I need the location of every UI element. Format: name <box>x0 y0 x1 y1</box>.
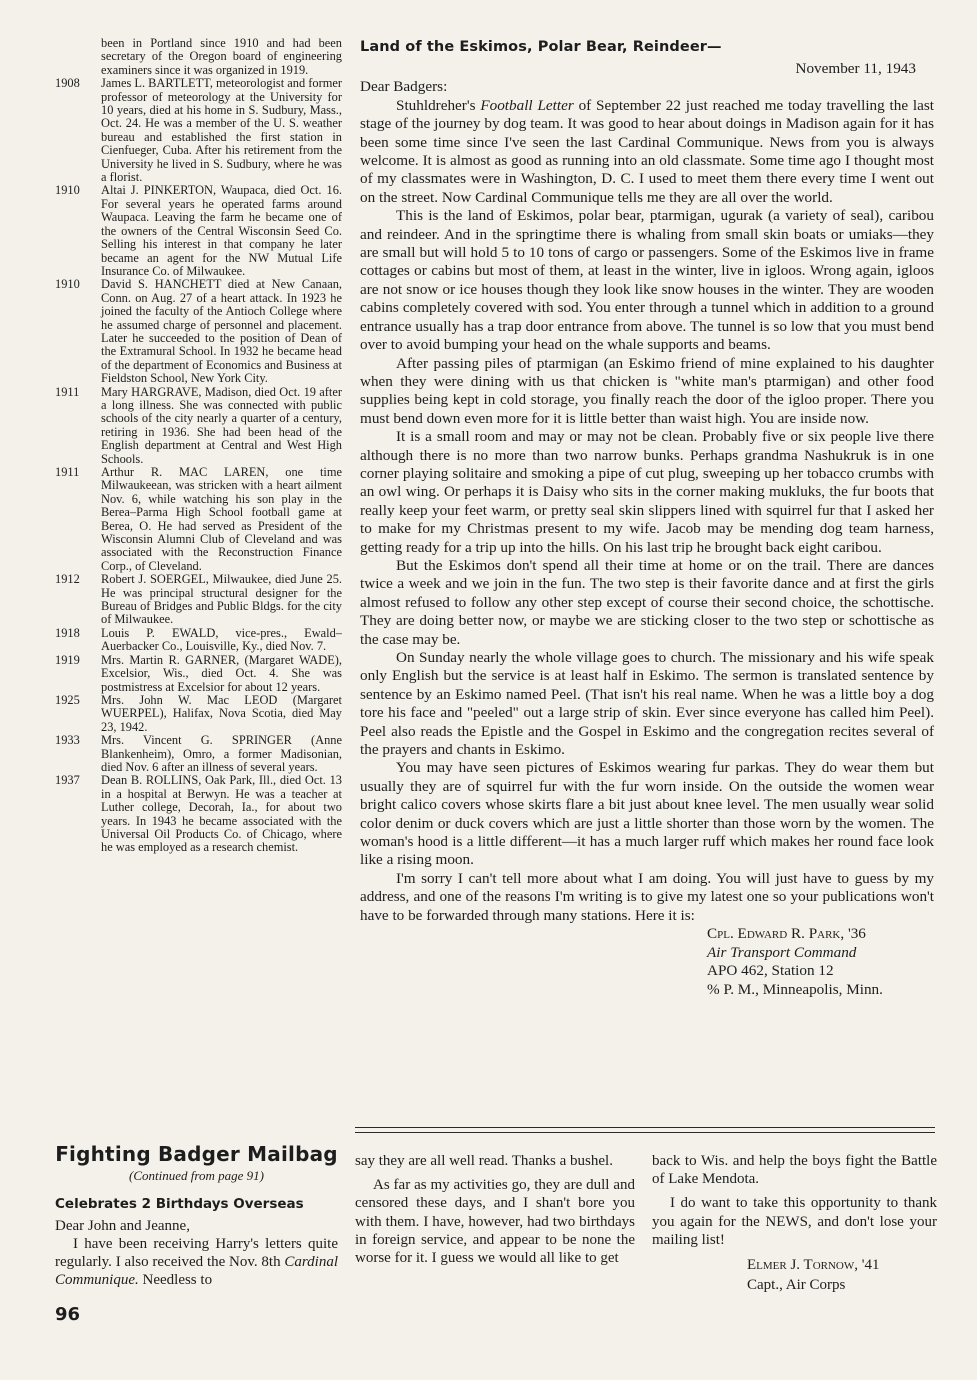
obituary-entry <box>55 694 342 734</box>
obituary-text: Altai J. PINKERTON, Waupaca, died Oct. 16. For several years he operated farms around Waupaca. Leaving the farm he became one of the owners of the Central Wisconsin Seed Co. Selling his interest in that company he later became an agent for the NW Mutual Life Insurance Co. of Milwaukee. <box>101 183 342 278</box>
obituary-year: 1911 <box>55 465 80 479</box>
page-number: 96 <box>55 1304 81 1325</box>
letter-paragraph: But the Eskimos don't spend all their time at home or on the trail. There are dances twice a week and we join in the fun. The two step is their favorite dance and at first the girls almost refused to follow any other step except of course their second choice, the schottische. They are doing better now, or maybe we are sticking closer to the two step or schottische as the case may be. <box>360 556 934 648</box>
obituary-year: 1933 <box>55 733 80 748</box>
publication-title: Cardinal Communique. <box>55 1254 338 1289</box>
section-divider <box>355 1127 935 1133</box>
obituary-column <box>55 37 342 855</box>
obituary-entry <box>55 184 342 278</box>
mailbag-column-3 <box>652 1152 937 1295</box>
signature-name: Cpl. Edward R. Park, '36 <box>707 925 866 943</box>
mailbag-column-2 <box>355 1152 635 1273</box>
mailbag-paragraph: back to Wis. and help the boys fight the Battle of Lake Mendota. <box>652 1153 937 1188</box>
obituary-text: Mrs. Vincent G. SPRINGER (Anne Blankenheim), Omro, a former Madisonian, died Nov. 6 after an illness of several years. <box>101 733 342 774</box>
letter-date: November 11, 1943 <box>795 60 916 77</box>
mailbag-title: Fighting Badger Mailbag <box>55 1142 338 1166</box>
obituary-text: James L. BARTLETT, meteorologist and former professor of meteorology at the University for 10 years, died at his home in S. Sudbury, Mass., Oct. 24. He was a member of the U. S. weather bureau and established the first station in Cienfueger, Cuba. After his retirement from the University he lived in S. Sudbury, where he was a florist. <box>101 76 342 185</box>
letter-title: Land of the Eskimos, Polar Bear, Reindeer— <box>360 39 722 55</box>
mailbag-paragraph: I do want to take this opportunity to thank you again for the NEWS, and don't lose your mailing list! <box>652 1195 937 1248</box>
obituary-year: 1911 <box>55 384 80 399</box>
letter-salutation: Dear Badgers: <box>360 78 448 96</box>
obituary-entry <box>55 77 342 184</box>
mailbag-paragraph: As far as my activities go, they are dull and censored these days, and I shan't bore you with them. I have, however, had two birthdays in foreign service, and appear to be none the worse for it. I guess we would all like to get <box>355 1177 635 1267</box>
mailbag-text: I have been receiving Harry's letters quite regularly. I also received the Nov. 8th <box>55 1235 338 1271</box>
obituary-year: 1919 <box>55 652 80 667</box>
mailbag-column <box>55 1142 338 1295</box>
obituary-entry <box>55 734 342 774</box>
obituary-text: Mary HARGRAVE, Madison, died Oct. 19 after a long illness. She was connected with public schools of the city nearly a quarter of a century, retiring in 1936. She had been head of the English department at Central and West High Schools. <box>101 384 342 466</box>
letter-text: Stuhldreher's <box>396 96 481 114</box>
obituary-year: 1908 <box>55 76 80 91</box>
mailbag-paragraph: say they are all well read. Thanks a bushel. <box>355 1153 613 1169</box>
obituary-text: Robert J. SOERGEL, Milwaukee, died June 25. He was principal structural designer for the Bureau of Bridges and Public Bldgs. for the city of Milwaukee. <box>101 572 342 627</box>
obituary-year: 1910 <box>55 277 80 292</box>
obituary-entry <box>55 466 342 573</box>
obituary-year: 1918 <box>55 625 80 640</box>
obituary-year: 1925 <box>55 692 80 707</box>
signoff-name: Elmer J. Tornow, '41 <box>747 1257 880 1274</box>
obituary-entry <box>55 654 342 694</box>
letter-paragraph: After passing piles of ptarmigan (an Eskimo friend of mine explained to his daughter when they were dining with us that chicken is "white man's ptarmigan) and other food supplies being kept in cold storage, you finally reach the door of the igloo proper. There you must bend down even more for it is little better than waist high. You are inside now. <box>360 354 934 427</box>
obituary-text: Mrs. Martin R. GARNER, (Margaret WADE), Excelsior, Wis., died Oct. 4. She was postmistress at Excelsior for about 12 years. <box>101 652 342 694</box>
signature-unit: Air Transport Command <box>707 943 857 961</box>
mailbag-text: Needless to <box>142 1272 213 1289</box>
publication-title: Football Letter <box>480 96 574 114</box>
mailbag-salutation: Dear John and Jeanne, <box>55 1217 190 1234</box>
signoff-rank: Capt., Air Corps <box>747 1277 846 1294</box>
letter-paragraph: It is a small room and may or may not be clean. Probably five or six people live there although there is no more than two narrow bunks. Perhaps grandma Nashukruk is in one corner playing solitaire and smoking a pipe of cut plug, sweeping up her tobacco crumbs with an owl wing. Or perhaps it is Daisy who sits in the corner making mukluks, the fur boots that really keep your feet warm, or pretty seal skin slippers lined with squirrel fur that I asked her to make for my Christmas present to my wife. Jacob may be mending dog team harness, getting ready for a trip up into the hills. On his last trip he brought back eight caribou. <box>360 428 934 556</box>
obituary-entry <box>55 573 342 627</box>
obituary-text: David S. HANCHETT died at New Canaan, Conn. on Aug. 27 of a heart attack. In 1923 he joined the faculty of the Antioch College where he assumed charge of personnel and placement. Later he succeeded to the position of Dean of the Extramural School. In 1932 he became head of the department of Economics and Business at Fieldston School, New York City. <box>101 277 342 386</box>
continued-note: (Continued from page 91) <box>129 1168 264 1184</box>
obituary-entry <box>55 627 342 654</box>
letter-paragraph: You may have seen pictures of Eskimos wearing fur parkas. They do wear them but usually they are of squirrel fur with the fur worn inside. On the outside the women wear bright calico covers whose skirts flare a bit just about knee level. The men usually wear solid color denim or duck covers which are just a little shorter than those worn by the women. The woman's hood is a little different—it has a much larger ruff which makes her round face look like a rising moon. <box>360 759 934 869</box>
obituary-year: 1937 <box>55 773 80 788</box>
letter-paragraph: This is the land of Eskimos, polar bear, ptarmigan, ugurak (a variety of seal), caribou and reindeer. And in the springtime there is whaling from small skin boats or umiaks—they are small but will hold 5 to 10 tons of cargo or passengers. Some of the Eskimos live in frame cottages or cabins but most of them, at least in the winter, live in igloos. Wrong again, igloos are not snow or ice houses though they look like snow houses in the winter. They are wooden cabins completely covered with sod. You enter through a tunnel which in addition to a ground entrance usually has a trap door entrance from above. The tunnel is so low that you must bend over to avoid bumping your head on the whale supports and beams. <box>360 207 934 354</box>
obituary-year: 1910 <box>55 183 80 198</box>
obituary-year: 1912 <box>55 572 80 587</box>
obituary-entry <box>55 386 342 466</box>
signature-pm: % P. M., Minneapolis, Minn. <box>707 980 883 998</box>
obituary-text: Louis P. EWALD, vice-pres., Ewald–Auerbacker Co., Louisville, Ky., died Nov. 7. <box>101 625 342 654</box>
letter-column <box>360 38 934 999</box>
obituary-intro: been in Portland since 1910 and had been secretary of the Oregon board of engineering examiners since it was organized in 1919. <box>101 36 342 77</box>
letter-paragraph <box>360 97 934 207</box>
obituary-entry <box>55 774 342 854</box>
obituary-text: Dean B. ROLLINS, Oak Park, Ill., died Oct. 13 in a hospital at Berwyn. He was a teacher at Luther college, Decorah, Ia., for about two years. In 1943 he became associated with the Universal Oil Products Co. of Chicago, where he was employed as a research chemist. <box>101 773 342 855</box>
mailbag-subtitle: Celebrates 2 Birthdays Overseas <box>55 1196 304 1213</box>
obituary-entry <box>55 278 342 385</box>
letter-paragraph: On Sunday nearly the whole village goes to church. The missionary and his wife speak only English but the service is at least half in Eskimo. The sermon is translated sentence by sentence by an Eskimo named Peel. (That isn't his real name. When he was a little boy a dog tore his face and "peeled" out a large strip of skin. Ever since everyone has called him Peel). Peel also reads the Epistle and the Gospel in Eskimo and the congregation recites several of the prayers and chants in Eskimo. <box>360 649 934 759</box>
letter-paragraph: I'm sorry I can't tell more about what I am doing. You will just have to guess by my address, and one of the reasons I'm writing is to give my latest one so your publications won't have to be forwarded through many stations. Here it is: <box>360 869 934 924</box>
mailbag-paragraph <box>55 1235 338 1290</box>
signature-apo: APO 462, Station 12 <box>707 962 834 980</box>
obituary-text: Mrs. John W. Mac LEOD (Margaret WUERPEL), Halifax, Nova Scotia, died May 23, 1942. <box>101 692 342 734</box>
obituary-text: Arthur R. MAC LAREN, one time Milwaukeean, was stricken with a heart ailment Nov. 6, while watching his son play in the Berea–Parma High School football game at Berea, O. He had served as President of the Wisconsin Alumni Club of Cleveland and was associated with the Reconstruction Finance Corp., of Cleveland. <box>101 465 342 573</box>
letter-text: of September 22 just reached me today travelling the last stage of the journey by dog team. It was good to hear about doings in Madison again for it has been some time since I've seen the last Cardinal Communique. News from you is always welcome. It is almost as good as running into an old classmate. Some time ago I thought most of my classmates were in Washington, D. C. I used to meet them there every time I went out on the street. Now Cardinal Communique tells me they are all over the world. <box>360 96 935 206</box>
obituary-list <box>55 77 342 855</box>
